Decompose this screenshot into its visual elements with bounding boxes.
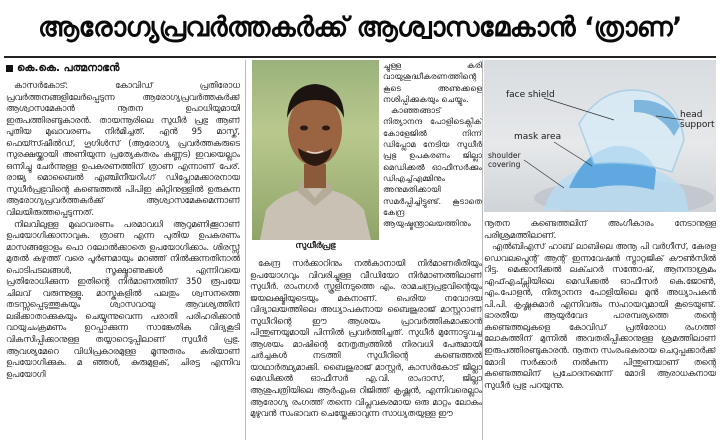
col1-paragraph-2: നിലവിലുള്ള മുഖാവരണം പരമാവധി ആറുമണിക്കൂറാണ് ഉപയോഗിക്കാനാവുക. ത്രാണ എന്ന പുതിയ ഉപകരണം മാസങ്ങളോളം പൊ റലോൽക്കാതെ ഉപയോഗിക്കാം. ശിരസ്സ് മുതൽ കഴുത്ത് വരെ പൂർണമായും മറഞ്ഞ് നിൽക്കുന്നതിനാൽ പൊടിപടലങ്ങൾ, സൂക്ഷ്മാണുക്കൾ എന്നിവയെ പ്രതിരോധിക്കുന്ന ഇതിന്റെ നിർമാണത്തിന് 350 രൂപയേ ചിലവ് വരുന്നുള്ളു. മാസ്കുകളിൽ പലതും ശ്വസനത്തെ തടസ്സപ്പെടുത്തുകയും ശ്വാസവായു ആവശ്യത്തിന് ലഭിക്കാതാക്കുകയും ചെയ്യുന്നുവെന്ന പരാതി പരിഹരിക്കാൻ വായുചംക്രമണം ഉറപ്പാക്കുന്ന സാങ്കേതിക വിദ്യകൂടി വികസിപ്പിക്കാനുള്ള തയ്യാറെടുപ്പിലാണ് സുധീർ പ്രഭു. ആവശ്യമേറെ വിധിപ്രകാരമുള്ള മൂന്നുതരം കരിയാണ് ഉപയോഗിക്കുക. മ ഞ്ഞൾ, കുരുമുളക്, ചിരട്ട എന്നിവ ഉപയോഗി <box>6 218 240 379</box>
article-column-2-top <box>383 60 482 256</box>
col2-paragraph-1: കേന്ദ്ര സർക്കാറിനും നൽകാനായി നിർമാണരീതിയും ഉപയോഗവും വിവരിച്ചുള്ള വീഡിയോ നിർമാണത്തിലാണ് സുധീർ. രാംനഗർ സ്കൂളിനടുത്തെ എം. രാമചന്ദ്രപ്രഭുവിന്റെയും ജയലക്ഷ്മിയുടെയും മകനാണ്. പെരിയ നവോദയ വിദ്യാലയത്തിലെ അധ്യാപകനായ ബൈജൂരാജ് മാസ്റ്ററാണ് സുധീറിന്റെ ഈ ആശയം പ്രാവർത്തികമാക്കാൻ പിന്തുണയുമായി പിന്നിൽ പ്രവർത്തിച്ചത്. സുധീർ മുന്നോട്ടുവച്ച ആശയം മാഷിന്റെ നേതൃത്വത്തിൽ നിരവധി പേരുമായി ചർച്ചകൾ നടത്തി സുധീറിന്റെ കണ്ടെത്തൽ യാഥാർത്ഥ്യമാക്കി. ബൈജൂരാജ് മാസ്റ്റർ, കാസർകോട് ജില്ലാ മെഡിക്കൽ ഓഫീസർ എ.വി. രാംദാസ്, ജില്ലാ ആശുപത്രിയിലെ ആർഎംഒ റിജിത്ത് കൃഷ്ണൻ, എന്നിവരെല്ലാം ആരോഗ്യ രംഗത്ത് തന്നെ വിപ്ലവകരമായ ഒരു മാറ്റം ലോകം മുഴുവൻ സംഭാവന ചെയ്തേക്കാവുന്ന സാധ്യതയുള്ള ഈ <box>250 258 482 419</box>
article-column-3 <box>484 218 716 440</box>
device-figure <box>484 60 716 212</box>
col3-paragraph-2: എൽബിഎസ് ഹാബ് ലാബിലെ അനൂ പി വർഗീസ്, കേരള ഡെവലപ്മെന്റ് ആന്റ് ഇന്നവേഷൻ സ്ട്രാറ്റജിക് കൗൺസിൽ റിട്ട. മെക്കാനിക്കൽ ലക്ചറർ സന്തോഷ്, ആനന്ദാശ്രമം എഫ്എച്ച്സിയിലെ മെഡിക്കൽ ഓഫീസർ കെ.ജോൺ, എം.പോളൻ, നിത്യാനന്ദ പോളിയിലെ മുൻ അധ്യാപകൻ പി.പി. കൃഷ്ണകുമാർ എന്നിവരും സഹായവുമായി കൂടെയുണ്ട്. ഭാരതീയ ആയുർവേദ പാരമ്പര്യത്തെ തന്റെ കണ്ടെത്തലുകളെ കോവിഡ് പ്രതിരോധ രംഗത്ത് ലോകത്തിന് മുന്നിൽ അവതരിപ്പിക്കാനുള്ള ശ്രമത്തിലാണ് ഇരുപത്തിരണ്ടുകാരൻ. നൂതന സംരംഭകരായ ചെറുപ്പക്കാർക്ക് മോദി സർക്കാർ നൽകുന്ന പിന്തുണയാണ് തന്റെ കണ്ടെത്തലിന് പ്രചോദനമെന്ന് മോദി ആരാധകനായ സുധീർ പ്രഭു പറയുന്നു. <box>484 241 716 390</box>
col3-paragraph-1: നൂതന കണ്ടെത്തലിന് അംഗീകാരം നേടാനുള്ള പരിശ്രമത്തിലാണ്. <box>484 218 716 240</box>
article-column-1 <box>6 80 240 440</box>
photo-caption: സുധീർപ്രഭു <box>295 241 336 251</box>
headline-rule <box>4 56 716 58</box>
label-head-support: head support <box>680 110 715 130</box>
column-divider-2 <box>482 60 483 440</box>
article-column-2 <box>250 258 482 440</box>
label-mask-area: mask area <box>514 132 562 142</box>
byline <box>6 60 120 76</box>
portrait-illustration <box>252 60 379 240</box>
byline-square-icon <box>6 65 13 72</box>
portrait-photo <box>252 60 379 240</box>
label-shoulder-covering: shoulder covering <box>488 151 521 169</box>
byline-author: കെ.കെ. പത്മനാഭൻ <box>17 61 120 74</box>
narrow-paragraph-2: കാഞ്ഞങ്ങാട് നിത്യാനന്ദ പോളിടെക്നിക് കോളേജിൽ നിന്ന് ഡിപ്ലോമ നേടിയ സുധീർ പ്രഭു ഉപകരണം ജില്ലാ മെഡിക്കൽ ഓഫീസർക്കും ഡിഎച്ച്എമ്മിനും അനുമതിക്കായി സമർപ്പിച്ചിട്ടുണ്ട്. കൂടാതെ കേന്ദ്ര ആയുഷ്മന്ത്രാലയത്തിനും <box>383 105 482 229</box>
headline: ആരോഗ്യപ്രവർത്തകർക്ക് ആശ്വാസമേകാൻ ‘ത്രാണ’ <box>38 12 682 43</box>
label-face-shield: face shield <box>506 90 555 100</box>
col1-paragraph-1: കാസർകോട്: കോവിഡ് പ്രതിരോധ പ്രവർത്തനങ്ങളിലേർപ്പെടുന്ന ആരോഗ്യപ്രവർത്തകർക്ക് ആശ്വാസമേകാൻ നൂതന ഉപാധിയുമായി ഇരുപത്തിരണ്ടുകാരൻ. തായന്നൂരിലെ സുധീർ പ്രഭു ആണ് പുതിയ മുഖാവരണം നിർമിച്ചത്. എൻ 95 മാസ്ക്, ഫെയ്സ്ഷീൽഡ്, ഗൂഗിൾസ് (ആരോഗ്യ പ്രവർത്തകരുടെ സുരക്ഷയ്ക്കായി അണിയുന്ന പ്രത്യേകതരം കണ്ണട) ഇവയെല്ലാം ഒന്നിച്ചു ചേർന്നുള്ള ഉപകരണത്തിന് ത്രാണ എന്നാണ് പേര്. രാജ്യ മൊബൈൽ എഞ്ചിനീയറിംഗ് ഡിപ്ലോമക്കാരനായ സുധീർപ്രഭുവിന്റെ കണ്ടെത്തൽ പിപിഇ കിറ്റിനുള്ളിൽ ഉരുകുന്ന ആരോഗ്യപ്രവർത്തകർക്ക് ആശ്വാസമേകുമെന്നാണ് വിലയിരുത്തപ്പെടുന്നത്. <box>6 80 240 218</box>
narrow-paragraph-1: ച്ചുള്ള കരി വായുശുദ്ധീകരണത്തിന്റെ കൂടെ അണുക്കളെ നശിപ്പിക്കുകയും ചെയ്യും. <box>383 60 482 104</box>
column-divider-1 <box>245 60 246 440</box>
